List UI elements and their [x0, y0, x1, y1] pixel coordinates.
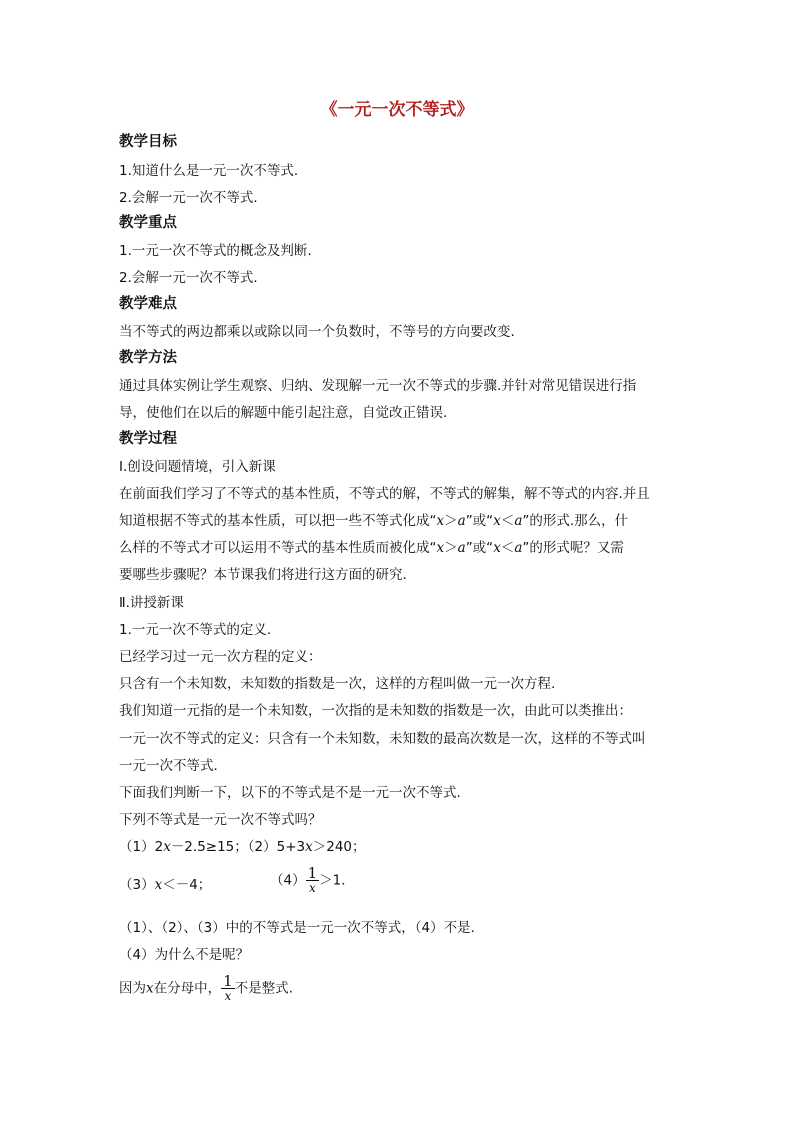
fraction-denominator: x — [306, 880, 320, 895]
heading-key-points: 教学重点 — [119, 215, 177, 231]
section-1-title: Ⅰ.创设问题情境，引入新课 — [119, 459, 276, 475]
intro-line-3-text-a: 么样的不等式才可以运用不等式的基本性质而被化成“ — [119, 540, 437, 556]
var-x: x — [163, 839, 171, 855]
var-x: x — [493, 540, 501, 556]
fraction-numerator: 1 — [307, 864, 318, 882]
reason-text-a: 因为 — [119, 980, 146, 997]
var-x: x — [436, 540, 445, 556]
var-a: a — [457, 540, 466, 556]
document-title: 《一元一次不等式》 — [320, 100, 474, 120]
goal-item-2: 2.会解一元一次不等式. — [119, 190, 258, 206]
goal-item-1: 1.知道什么是一元一次不等式. — [119, 163, 299, 179]
var-x: x — [154, 877, 163, 893]
heading-difficulty: 教学难点 — [119, 296, 177, 312]
heading-process: 教学过程 — [119, 431, 177, 447]
reason-line — [119, 974, 689, 1003]
var-x: x — [305, 839, 313, 855]
exercise-4-label: （4） — [270, 872, 306, 889]
key-item-1: 1.一元一次不等式的概念及判断. — [119, 243, 312, 259]
reason-text-b: 在分母中， — [153, 980, 222, 997]
var-a: a — [514, 540, 523, 556]
key-item-2: 2.会解一元一次不等式. — [119, 270, 258, 286]
why-line: （4）为什么不是呢？ — [119, 947, 250, 963]
var-x: x — [146, 980, 154, 997]
exercise-1-text-a: （1）2 — [119, 839, 164, 855]
less-sign: ＜ — [500, 540, 515, 556]
intro-line-1: 在前面我们学习了不等式的基本性质，不等式的解，不等式的解集，解不等式的内容.并且 — [119, 486, 650, 502]
intro-line-3-text-b: ”或“ — [465, 540, 494, 556]
fraction-one-over-x — [221, 974, 235, 1003]
method-line-1: 通过具体实例让学生观察、归纳、发现解一元一次不等式的步骤.并针对常见错误进行指 — [119, 378, 637, 394]
intro-line-4: 要哪些步骤呢？本节课我们将进行这方面的研究. — [119, 567, 407, 583]
heading-method: 教学方法 — [119, 350, 177, 366]
fraction-denominator: x — [221, 988, 235, 1003]
body-line-6: 下面我们判断一下，以下的不等式是不是一元一次不等式. — [119, 785, 461, 801]
fraction-one-over-x — [306, 866, 320, 895]
exercise-4-text: ＞1. — [319, 872, 346, 889]
body-line-2: 只含有一个未知数，未知数的指数是一次，这样的方程叫做一元一次方程. — [119, 676, 556, 692]
intro-line-3-text-c: ”的形式呢？又需 — [522, 540, 624, 556]
exercise-1-text-c: ＞240； — [312, 839, 366, 855]
var-a: a — [457, 513, 466, 529]
section-2-title: Ⅱ.讲授新课 — [119, 595, 184, 611]
exercise-3-text-b: ＜－4； — [162, 877, 212, 893]
body-line-3: 我们知道一元指的是一个未知数，一次指的是未知数的指数是一次，由此可以类推出： — [119, 703, 632, 719]
greater-sign: ＞ — [444, 513, 458, 529]
fraction-numerator: 1 — [223, 972, 233, 990]
intro-line-2-text-a: 知道根据不等式的基本性质，可以把一些不等式化成“ — [119, 513, 437, 529]
var-x: x — [493, 513, 501, 529]
exercise-3-text-a: （3） — [119, 877, 155, 893]
body-line-7: 下列不等式是一元一次不等式吗？ — [119, 812, 322, 828]
exercise-line-1 — [119, 838, 689, 856]
exercise-4 — [270, 866, 470, 895]
intro-line-3 — [119, 539, 689, 557]
heading-teaching-goals: 教学目标 — [119, 134, 177, 150]
var-a: a — [514, 513, 523, 529]
body-line-4: 一元一次不等式的定义：只含有一个未知数，未知数的最高次数是一次，这样的不等式叫 — [119, 731, 646, 747]
exercise-1-text-b: －2.5≥15；（2）5+3 — [170, 839, 306, 855]
intro-line-2-text-b: ”或“ — [465, 513, 494, 529]
answer-line: （1）、（2）、（3）中的不等式是一元一次不等式，（4）不是. — [119, 920, 475, 936]
less-sign: ＜ — [500, 513, 515, 529]
method-line-2: 导，使他们在以后的解题中能引起注意，自觉改正错误. — [119, 405, 448, 421]
intro-line-2-text-c: ”的形式.那么，什 — [522, 513, 629, 529]
body-line-5: 一元一次不等式. — [119, 758, 218, 774]
difficulty-text: 当不等式的两边都乘以或除以同一个负数时，不等号的方向要改变. — [119, 324, 515, 340]
body-line-1: 已经学习过一元一次方程的定义： — [119, 649, 322, 665]
definition-title: 1.一元一次不等式的定义. — [119, 622, 272, 638]
intro-line-2 — [119, 512, 689, 530]
var-x: x — [436, 513, 445, 529]
greater-sign: ＞ — [444, 540, 458, 556]
reason-text-c: 不是整式. — [234, 980, 293, 997]
